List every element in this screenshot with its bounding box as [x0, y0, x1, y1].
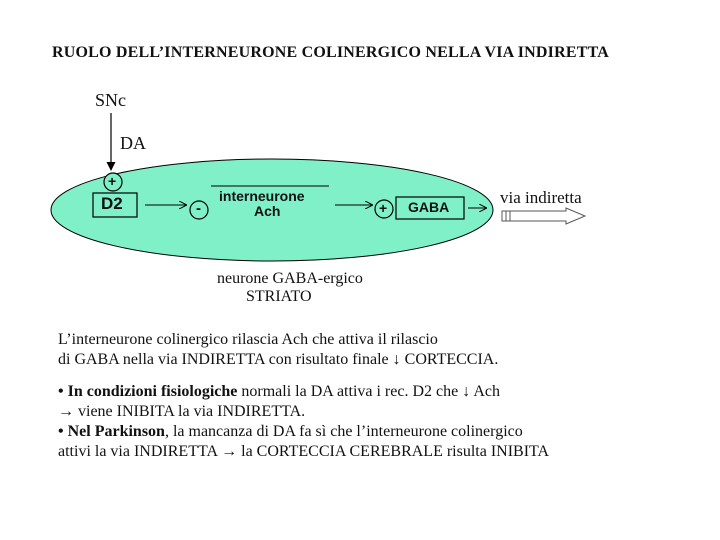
explanation-text [58, 330, 698, 462]
plus-sign-d2: + [108, 173, 117, 189]
gaba-label: GABA [408, 199, 450, 215]
bullet1-rest: normali la DA attiva i rec. D2 che ↓ Ach [237, 383, 500, 400]
bullet1-bold: • In condizioni fisiologiche [58, 383, 238, 400]
interneurone-label: interneurone [219, 188, 305, 204]
ach-label: Ach [254, 203, 281, 219]
via-indiretta-hollow-arrow [502, 208, 585, 224]
caption-neurone: neurone GABA-ergico [217, 270, 363, 287]
bullet2-line2: attivi la via INDIRETTA → la CORTECCIA CEREBRALE risulta INIBITA [58, 443, 550, 460]
d2-label: D2 [101, 194, 123, 213]
bullet2-bold: • Nel Parkinson [58, 423, 165, 440]
bullet1-line1 [58, 382, 698, 402]
bullet2-rest: , la mancanza di DA fa sì che l’interneurone colinergico [164, 423, 523, 440]
snc-label: SNc [95, 90, 126, 110]
bullet1-line2: → viene INIBITA la via INDIRETTA. [58, 403, 306, 420]
para1-line1: L’interneurone colinergico rilascia Ach che attiva il rilascio [58, 331, 438, 348]
minus-sign: - [196, 200, 201, 217]
caption-striato: STRIATO [246, 288, 312, 305]
da-label: DA [120, 133, 146, 153]
bullet2-line1 [58, 422, 698, 442]
plus-sign-gaba: + [379, 200, 388, 216]
via-indiretta-label: via indiretta [500, 188, 582, 207]
para1-line2: di GABA nella via INDIRETTA con risultato finale ↓ CORTECCIA. [58, 351, 499, 368]
page-title: RUOLO DELL’INTERNEURONE COLINERGICO NELLA VIA INDIRETTA [52, 44, 610, 61]
